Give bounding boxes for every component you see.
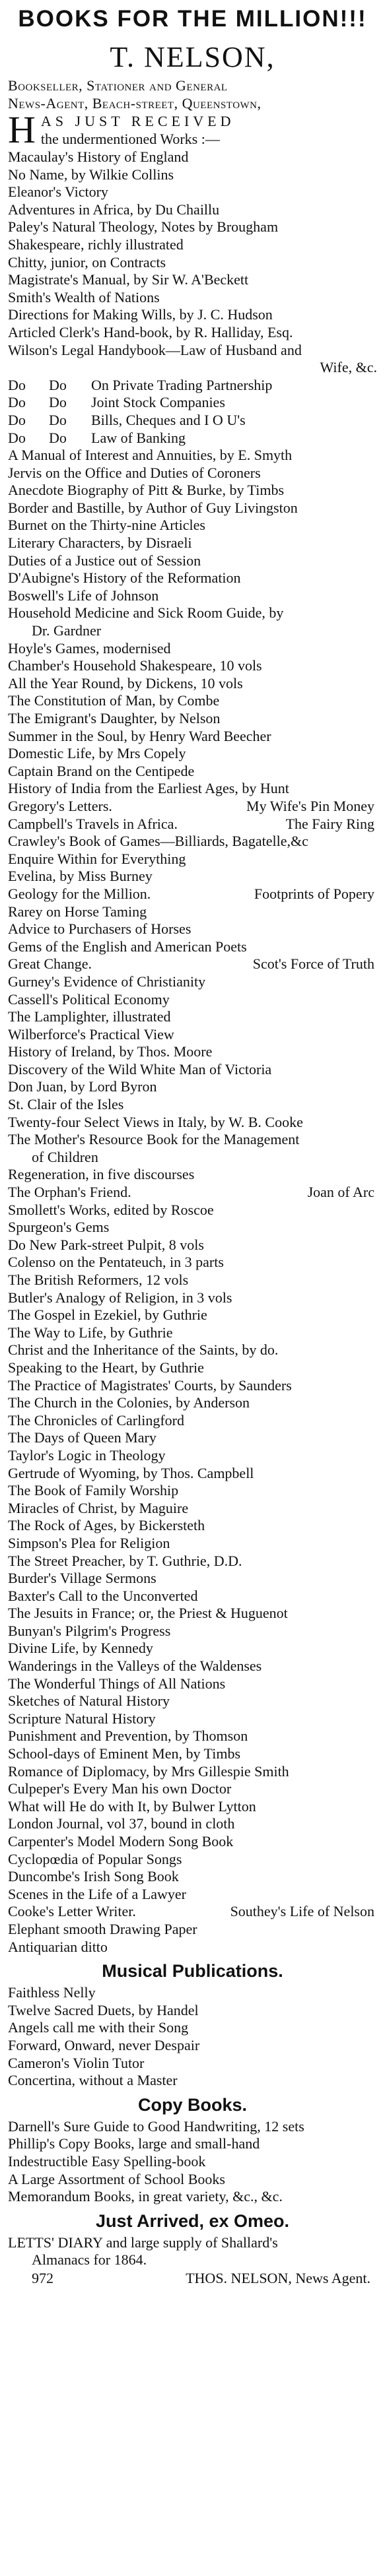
list-item: Gertrude of Wyoming, by Thos. Campbell [8,1464,254,1481]
ditto-mark: Do [49,411,67,428]
list-item: Christ and the Inheritance of the Saints, by do. [8,1341,279,1359]
list-item-title: Law of Banking [91,429,186,446]
list-item: Baxter's Call to the Unconverted [8,1587,198,1604]
list-item: Elephant smooth Drawing Paper [8,1920,197,1937]
list-item-title: Gregory's Letters. [8,797,112,814]
list-item: The Jesuits in France; or, the Priest & Huguenot [8,1605,288,1622]
intro-line-1: AS JUST RECEIVED [40,113,235,129]
list-item: Twenty-four Select Views in Italy, by W. B. Cooke [8,1113,303,1130]
list-item: All the Year Round, by Dickens, 10 vols [8,674,243,692]
list-item: The Rock of Ages, by Bickersteth [8,1517,205,1534]
list-item: Evelina, by Miss Burney [8,868,153,885]
copy-books-list [8,2118,377,2206]
list-item-title: Joint Stock Companies [91,394,225,411]
list-item: Summer in the Soul, by Henry Ward Beecher [8,727,271,744]
list-item: Dr. Gardner [32,622,102,639]
music-item: Forward, Onward, never Despair [8,2036,200,2053]
list-item-title: Southey's Life of Nelson [230,1903,374,1920]
list-item: Border and Bastille, by Author of Guy Livingston [8,499,298,516]
list-item: A Manual of Interest and Annuities, by E. Smyth [8,447,293,464]
list-item: The Wonderful Things of All Nations [8,1675,226,1692]
list-item: Hoyle's Games, modernised [8,639,171,657]
list-item: The Way to Life, by Guthrie [8,1324,173,1341]
ditto-mark: Do [8,411,26,428]
list-item: Articled Clerk's Hand-book, by R. Halliday, Esq. [8,323,293,340]
list-item: Wife, &c. [320,359,377,376]
merchant-name: T. NELSON, [110,41,275,73]
copy-book-item: Memorandum Books, in great variety, &c., &c. [8,2188,283,2205]
list-item: Household Medicine and Sick Room Guide, by [8,604,284,622]
list-item-title: Footprints of Popery [254,885,374,902]
list-item-title: On Private Trading Partnership [91,376,273,393]
music-item: Twelve Sacred Duets, by Handel [8,2001,199,2018]
list-item: Colenso on the Pentateuch, in 3 parts [8,1254,224,1271]
arrived-line-2: Almanacs for 1864. [32,2251,147,2269]
list-item: Taylor's Logic in Theology [8,1446,166,1464]
list-item [8,886,377,903]
list-item: Boswell's Life of Johnson [8,587,159,604]
list-item: Wilberforce's Practical View [8,1025,174,1043]
music-item: Cameron's Violin Tutor [8,2054,145,2071]
list-item: Anecdote Biography of Pitt & Burke, by Timbs [8,482,284,499]
music-item: Concertina, without a Master [8,2072,178,2089]
list-item [8,394,377,412]
list-item: The Street Preacher, by T. Guthrie, D.D. [8,1552,242,1569]
list-item: Carpenter's Model Modern Song Book [8,1833,234,1850]
list-item: The Constitution of Man, by Combe [8,692,220,709]
list-item: The Practice of Magistrates' Courts, by Saunders [8,1376,292,1394]
list-item-title: Campbell's Travels in Africa. [8,815,178,832]
list-item: No Name, by Wilkie Collins [8,166,174,183]
list-item: The Church in the Colonies, by Anderson [8,1394,250,1411]
list-item: Jervis on the Office and Duties of Coroners [8,464,261,481]
list-item: School-days of Eminent Men, by Timbs [8,1745,241,1762]
ditto-mark: Do [49,394,67,411]
copy-book-item: A Large Assortment of School Books [8,2170,225,2187]
list-item: Speaking to the Heart, by Guthrie [8,1359,204,1376]
list-item: The British Reformers, 12 vols [8,1272,189,1288]
list-item [8,412,377,430]
list-item: Scenes in the Life of a Lawyer [8,1885,186,1902]
list-item: What will He do with It, by Bulwer Lytton [8,1797,256,1815]
intro [8,112,377,148]
list-item: Chitty, junior, on Contracts [8,253,166,271]
list-item: Culpeper's Every Man his own Doctor [8,1780,232,1797]
list-item: Duncombe's Irish Song Book [8,1868,179,1885]
trade-line-2: News-Agent, Beach-street, Queenstown, [8,95,262,112]
footer [8,2269,377,2287]
music-item: Faithless Nelly [8,1984,96,2001]
list-item: Macaulay's History of England [8,148,189,165]
list-item: Magistrate's Manual, by Sir W. A'Beckett [8,271,249,288]
list-item-title: The Orphan's Friend. [8,1184,131,1201]
list-item: The Chronicles of Carlingford [8,1411,184,1429]
list-item: Chamber's Household Shakespeare, 10 vols [8,657,262,674]
intro-line-2: the undermentioned Works :— [40,131,220,147]
copy-books-heading: Copy Books. [137,2094,248,2115]
list-item: Smith's Wealth of Nations [8,288,160,306]
list-item: Sketches of Natural History [8,1692,170,1710]
copy-book-item: Indestructible Easy Spelling-book [8,2152,206,2170]
ditto-mark: Do [8,394,26,411]
list-item: Smollett's Works, edited by Roscoe [8,1201,214,1218]
list-item: Antiquarian ditto [8,1938,108,1955]
list-item: History of Ireland, by Thos. Moore [8,1043,213,1060]
music-heading: Musical Publications. [102,1961,283,1981]
music-list [8,1984,377,2090]
list-item: Cyclopœdia of Popular Songs [8,1850,182,1867]
book-list [8,148,377,1956]
list-item-title: The Fairy Ring [285,815,374,832]
list-item: Adventures in Africa, by Du Chaillu [8,201,220,218]
list-item: Eleanor's Victory [8,183,108,201]
list-item: Shakespeare, richly illustrated [8,236,184,253]
list-item: Cassell's Political Economy [8,990,170,1008]
list-item [8,798,377,816]
list-item: Simpson's Plea for Religion [8,1534,170,1551]
arrived-line-1: LETTS' DIARY and large supply of Shallard's [8,2234,278,2251]
list-item: Enquire Within for Everything [8,850,186,867]
ditto-mark: Do [49,376,67,393]
list-item: Scripture Natural History [8,1710,156,1727]
list-item: D'Aubigne's History of the Reformation [8,569,241,587]
list-item: The Days of Queen Mary [8,1429,157,1446]
list-item: Captain Brand on the Centipede [8,762,195,779]
list-item: Romance of Diplomacy, by Mrs Gillespie Smith [8,1762,289,1780]
list-item: Do New Park-street Pulpit, 8 vols [8,1236,204,1253]
list-item: Punishment and Prevention, by Thomson [8,1727,248,1745]
list-item: Rarey on Horse Taming [8,903,147,920]
list-item: Gurney's Evidence of Christianity [8,973,206,990]
list-item [8,955,377,973]
arrived-heading: Just Arrived, ex Omeo. [95,2210,290,2231]
list-item-title: Scot's Force of Truth [252,955,374,973]
list-item: Domestic Life, by Mrs Copely [8,745,186,762]
ad-number: 972 [32,2269,53,2286]
list-item [8,1903,377,1921]
list-item: Regeneration, in five discourses [8,1166,195,1183]
headline: BOOKS FOR THE MILLION!!! [18,6,367,32]
list-item: Burder's Village Sermons [8,1570,157,1587]
list-item: Butler's Analogy of Religion, in 3 vols [8,1289,232,1306]
list-item [8,816,377,833]
list-item [8,1184,377,1202]
list-item: The Mother's Resource Book for the Management [8,1131,300,1148]
list-item: Burnet on the Thirty-nine Articles [8,517,205,534]
list-item: St. Clair of the Isles [8,1096,124,1113]
list-item: Spurgeon's Gems [8,1219,110,1236]
list-item: Crawley's Book of Games—Billiards, Bagatelle,&c [8,833,308,850]
copy-book-item: Darnell's Sure Guide to Good Handwriting, 12 sets [8,2117,304,2135]
list-item-title: Bills, Cheques and I O U's [91,411,246,428]
list-item: Miracles of Christ, by Maguire [8,1499,189,1516]
list-item: Literary Characters, by Disraeli [8,534,192,552]
list-item: Divine Life, by Kennedy [8,1640,153,1657]
list-item: The Gospel in Ezekiel, by Guthrie [8,1306,207,1324]
ditto-mark: Do [8,429,26,446]
list-item: The Emigrant's Daughter, by Nelson [8,710,221,726]
list-item: Advice to Purchasers of Horses [8,920,192,938]
list-item: History of India from the Earliest Ages, by Hunt [8,780,289,797]
list-item: Discovery of the Wild White Man of Victoria [8,1060,272,1078]
list-item-title: My Wife's Pin Money [246,797,374,814]
list-item [8,430,377,447]
copy-book-item: Phillip's Copy Books, large and small-hand [8,2135,260,2152]
list-item: Don Juan, by Lord Byron [8,1078,157,1095]
drop-cap: H [8,112,36,148]
ditto-mark: Do [8,376,26,393]
list-item: Gems of the English and American Poets [8,938,247,955]
ditto-mark: Do [49,429,67,446]
list-item: of Children [32,1148,98,1165]
list-item-title: Cooke's Letter Writer. [8,1903,136,1920]
list-item: The Book of Family Worship [8,1482,179,1499]
list-item: Bunyan's Pilgrim's Progress [8,1622,171,1639]
list-item-title: Geology for the Million. [8,885,151,902]
list-item: Paley's Natural Theology, Notes by Brougham [8,218,279,236]
list-item: London Journal, vol 37, bound in cloth [8,1815,235,1832]
list-item: Wanderings in the Valleys of the Waldenses [8,1658,262,1675]
list-item: Directions for Making Wills, by J. C. Hudson [8,306,273,323]
list-item-title: Joan of Arc [307,1184,374,1201]
list-item-title: Great Change. [8,955,92,973]
list-item [8,377,377,395]
list-item: The Lamplighter, illustrated [8,1008,171,1025]
trade-line-1: Bookseller, Stationer and General [8,77,228,94]
music-item: Angels call me with their Song [8,2019,189,2036]
list-item: Duties of a Justice out of Session [8,552,201,569]
signature: THOS. NELSON, News Agent. [186,2269,370,2286]
list-item: Wilson's Legal Handybook—Law of Husband and [8,341,302,358]
